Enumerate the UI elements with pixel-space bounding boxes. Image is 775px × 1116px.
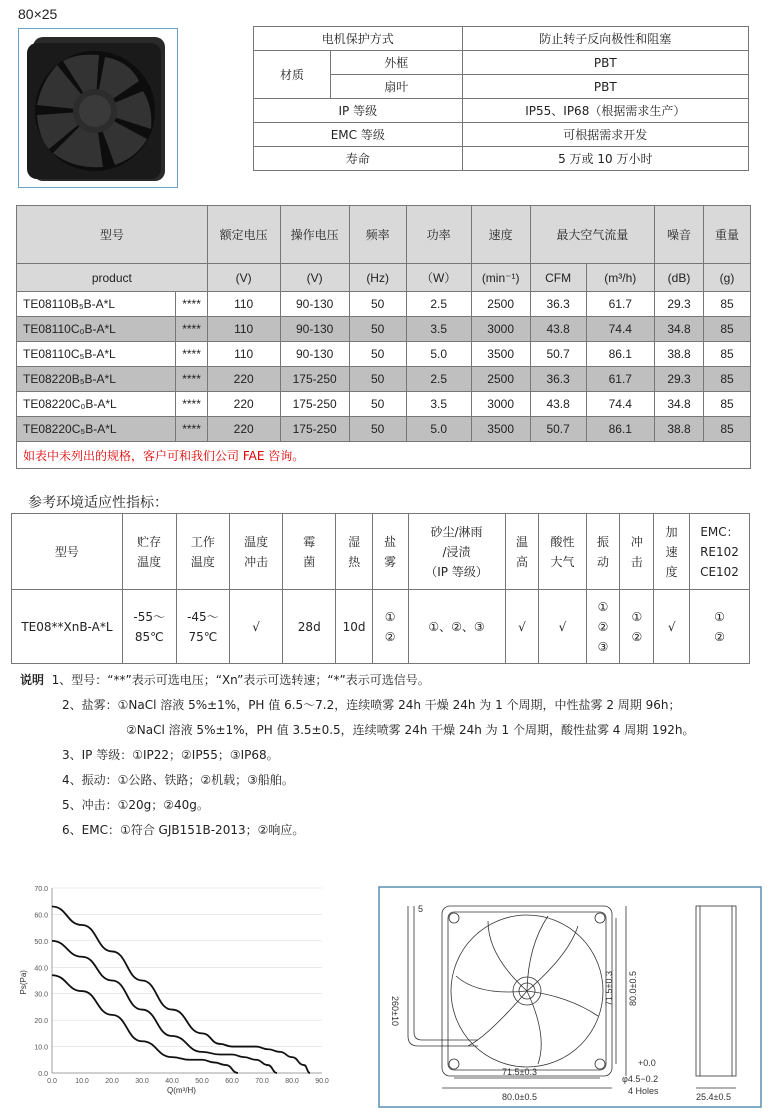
dim-holes: 4 Holes	[628, 1086, 659, 1096]
ov-cell: 90-130	[280, 317, 349, 342]
x-tick-label: 70.0	[255, 1078, 269, 1085]
g-cell: 85	[704, 367, 751, 392]
env-header-3: 温度 冲击	[230, 514, 283, 590]
env-value-8: √	[505, 590, 539, 664]
y-axis-label: Ps(Pa)	[19, 970, 28, 995]
rv-cell: 220	[207, 367, 280, 392]
frame-label: 外框	[331, 51, 463, 75]
cfm-cell: 50.7	[530, 417, 586, 442]
x-tick-label: 0.0	[47, 1078, 57, 1085]
cfm-cell: 50.7	[530, 342, 586, 367]
header-airflow: 最大空气流量	[530, 206, 654, 264]
dim-hole-dia: φ4.5−0.2	[622, 1074, 659, 1084]
notes-label: 说明	[20, 673, 45, 687]
model-cell: TE08220B₅B-A*L	[17, 367, 176, 392]
hz-cell: 50	[349, 417, 406, 442]
env-header-0: 型号	[12, 514, 123, 590]
code-cell: ****	[176, 292, 207, 317]
notes-line-4: 3、IP 等级：①IP22；②IP55；③IP68。	[62, 748, 279, 762]
hz-cell: 50	[349, 342, 406, 367]
model-cell: TE08110B₅B-A*L	[17, 292, 176, 317]
frame-value: PBT	[462, 51, 748, 75]
header-noise: 噪音	[655, 206, 704, 264]
y-tick-label: 70.0	[34, 886, 48, 893]
y-tick-label: 40.0	[34, 965, 48, 973]
y-tick-label: 50.0	[34, 938, 48, 946]
table-note: 如表中未列出的规格，客户可和我们公司 FAE 咨询。	[17, 442, 751, 469]
table-row	[17, 342, 751, 367]
series-line-0	[52, 907, 310, 1074]
dim-hole-spacing-h: 71.5±0.3	[502, 1067, 537, 1077]
protection-value: 防止转子反向极性和阻塞	[462, 27, 748, 51]
unit-product: product	[17, 264, 208, 292]
ov-cell: 175-250	[280, 392, 349, 417]
header-rated-voltage: 额定电压	[207, 206, 280, 264]
blade-label: 扇叶	[331, 75, 463, 99]
table-row	[17, 317, 751, 342]
table-row	[17, 417, 751, 442]
unit-m3h: (m³/h)	[586, 264, 654, 292]
material-label: 材质	[254, 51, 331, 99]
unit-hz: (Hz)	[349, 264, 406, 292]
fan-photo	[18, 28, 178, 188]
life-label: 寿命	[254, 147, 463, 171]
emc-value: 可根据需求开发	[462, 123, 748, 147]
emc-label: EMC 等级	[254, 123, 463, 147]
dim-height: 80.0±0.5	[628, 971, 638, 1006]
y-tick-label: 0.0	[38, 1071, 48, 1078]
m3h-cell: 61.7	[586, 292, 654, 317]
env-value-0: TE08**XnB-A*L	[12, 590, 123, 664]
hz-cell: 50	[349, 317, 406, 342]
header-operating-voltage: 操作电压	[280, 206, 349, 264]
product-table	[16, 205, 751, 469]
ov-cell: 175-250	[280, 367, 349, 392]
env-header-7: 砂尘/淋雨 /浸渍 （IP 等级）	[408, 514, 505, 590]
code-cell: ****	[176, 317, 207, 342]
size-title: 80×25	[18, 6, 58, 22]
w-cell: 2.5	[406, 367, 471, 392]
db-cell: 29.3	[655, 292, 704, 317]
protection-label: 电机保护方式	[254, 27, 463, 51]
env-value-6: ① ②	[372, 590, 408, 664]
dim-tol: +0.0	[638, 1058, 656, 1068]
env-value-12: √	[654, 590, 690, 664]
env-header-1: 贮存 温度	[122, 514, 176, 590]
spec-table	[253, 26, 749, 171]
notes-line-6: 5、冲击：①20g；②40g。	[62, 798, 209, 812]
y-tick-label: 60.0	[34, 912, 48, 920]
notes-line-2: 2、盐雾：①NaCl 溶液 5%±1%，PH 值 6.5～7.2，连续喷雾 24h 干燥 24h 为 1 个周期，中性盐雾 2 周期 96h；	[62, 698, 681, 712]
g-cell: 85	[704, 317, 751, 342]
env-header-5: 湿 热	[336, 514, 372, 590]
ov-cell: 90-130	[280, 342, 349, 367]
db-cell: 34.8	[655, 317, 704, 342]
cfm-cell: 36.3	[530, 367, 586, 392]
x-tick-label: 40.0	[165, 1078, 179, 1085]
unit-v2: (V)	[280, 264, 349, 292]
env-header-11: 冲 击	[620, 514, 654, 590]
unit-cfm: CFM	[530, 264, 586, 292]
rv-cell: 110	[207, 317, 280, 342]
dim-lead-offset: 5	[418, 904, 424, 914]
x-tick-label: 10.0	[75, 1078, 89, 1085]
env-value-3: √	[230, 590, 283, 664]
unit-w: （W）	[406, 264, 471, 292]
m3h-cell: 86.1	[586, 417, 654, 442]
x-tick-label: 20.0	[105, 1078, 119, 1085]
w-cell: 3.5	[406, 392, 471, 417]
db-cell: 38.8	[655, 417, 704, 442]
w-cell: 5.0	[406, 417, 471, 442]
m3h-cell: 86.1	[586, 342, 654, 367]
notes-line-3: ②NaCl 溶液 5%±1%，PH 值 3.5±0.5，连续喷雾 24h 干燥 24h 为 1 个周期，酸性盐雾 4 周期 192h。	[126, 723, 695, 737]
g-cell: 85	[704, 392, 751, 417]
code-cell: ****	[176, 417, 207, 442]
rv-cell: 110	[207, 292, 280, 317]
rpm-cell: 3500	[471, 342, 530, 367]
y-tick-label: 10.0	[34, 1044, 48, 1052]
w-cell: 2.5	[406, 292, 471, 317]
hz-cell: 50	[349, 292, 406, 317]
unit-rpm: (min⁻¹)	[471, 264, 530, 292]
g-cell: 85	[704, 417, 751, 442]
env-value-10: ① ② ③	[586, 590, 620, 664]
rpm-cell: 2500	[471, 367, 530, 392]
db-cell: 38.8	[655, 342, 704, 367]
env-header-13: EMC： RE102 CE102	[690, 514, 750, 590]
unit-db: (dB)	[655, 264, 704, 292]
env-header-4: 霉 菌	[283, 514, 336, 590]
rpm-cell: 3500	[471, 417, 530, 442]
model-cell: TE08220C₀B-A*L	[17, 392, 176, 417]
env-table	[11, 513, 750, 664]
pq-chart	[16, 880, 336, 1108]
y-tick-label: 30.0	[34, 991, 48, 999]
model-cell: TE08110C₅B-A*L	[17, 342, 176, 367]
dimension-drawing	[378, 886, 762, 1111]
g-cell: 85	[704, 292, 751, 317]
unit-g: (g)	[704, 264, 751, 292]
rv-cell: 220	[207, 392, 280, 417]
model-cell: TE08220C₅B-A*L	[17, 417, 176, 442]
notes-line-1: 说明 1、型号：“**”表示可选电压；“Xn”表示可选转速；“*”表示可选信号。	[20, 673, 430, 687]
env-header-2: 工作 温度	[176, 514, 230, 590]
notes-line-5: 4、振动：①公路、铁路；②机载；③船舶。	[62, 773, 294, 787]
env-value-5: 10d	[336, 590, 372, 664]
table-row	[17, 392, 751, 417]
dim-lead-length: 260±10	[390, 996, 400, 1026]
env-value-7: ①、②、③	[408, 590, 505, 664]
dim-hole-spacing-v: 71.5±0.3	[604, 971, 614, 1006]
ip-value: IP55、IP68（根据需求生产）	[462, 99, 748, 123]
header-weight: 重量	[704, 206, 751, 264]
hz-cell: 50	[349, 392, 406, 417]
series-line-2	[52, 975, 238, 1073]
env-header-6: 盐 雾	[372, 514, 408, 590]
notes-block	[20, 668, 695, 843]
table-row	[17, 292, 751, 317]
hz-cell: 50	[349, 367, 406, 392]
unit-v1: (V)	[207, 264, 280, 292]
x-tick-label: 50.0	[195, 1078, 209, 1085]
m3h-cell: 74.4	[586, 317, 654, 342]
x-tick-label: 80.0	[285, 1078, 299, 1085]
header-speed: 速度	[471, 206, 530, 264]
dim-width: 80.0±0.5	[502, 1092, 537, 1102]
env-value-11: ① ②	[620, 590, 654, 664]
g-cell: 85	[704, 342, 751, 367]
header-frequency: 频率	[349, 206, 406, 264]
env-header-12: 加 速 度	[654, 514, 690, 590]
ov-cell: 90-130	[280, 292, 349, 317]
env-value-4: 28d	[283, 590, 336, 664]
env-value-9: √	[539, 590, 586, 664]
w-cell: 5.0	[406, 342, 471, 367]
m3h-cell: 74.4	[586, 392, 654, 417]
x-axis-label: Q(m³/H)	[167, 1086, 196, 1095]
rv-cell: 110	[207, 342, 280, 367]
rv-cell: 220	[207, 417, 280, 442]
env-value-13: ① ②	[690, 590, 750, 664]
x-tick-label: 90.0	[315, 1078, 329, 1085]
ov-cell: 175-250	[280, 417, 349, 442]
cfm-cell: 43.8	[530, 392, 586, 417]
env-value-1: -55～ 85℃	[122, 590, 176, 664]
rpm-cell: 2500	[471, 292, 530, 317]
ip-label: IP 等级	[254, 99, 463, 123]
code-cell: ****	[176, 342, 207, 367]
env-value-2: -45～ 75℃	[176, 590, 230, 664]
header-model: 型号	[17, 206, 208, 264]
env-header-10: 振 动	[586, 514, 620, 590]
db-cell: 29.3	[655, 367, 704, 392]
header-power: 功率	[406, 206, 471, 264]
env-header-8: 温 高	[505, 514, 539, 590]
db-cell: 34.8	[655, 392, 704, 417]
x-tick-label: 30.0	[135, 1078, 149, 1085]
env-header-9: 酸性 大气	[539, 514, 586, 590]
y-tick-label: 20.0	[34, 1018, 48, 1026]
code-cell: ****	[176, 392, 207, 417]
notes-line-7: 6、EMC：①符合 GJB151B-2013；②响应。	[62, 823, 305, 837]
model-cell: TE08110C₀B-A*L	[17, 317, 176, 342]
life-value: 5 万或 10 万小时	[462, 147, 748, 171]
m3h-cell: 61.7	[586, 367, 654, 392]
table-row	[17, 367, 751, 392]
x-tick-label: 60.0	[225, 1078, 239, 1085]
code-cell: ****	[176, 367, 207, 392]
rpm-cell: 3000	[471, 317, 530, 342]
cfm-cell: 36.3	[530, 292, 586, 317]
dim-thickness: 25.4±0.5	[696, 1092, 731, 1102]
env-section-title: 参考环境适应性指标：	[28, 495, 168, 511]
rpm-cell: 3000	[471, 392, 530, 417]
blade-value: PBT	[462, 75, 748, 99]
cfm-cell: 43.8	[530, 317, 586, 342]
w-cell: 3.5	[406, 317, 471, 342]
